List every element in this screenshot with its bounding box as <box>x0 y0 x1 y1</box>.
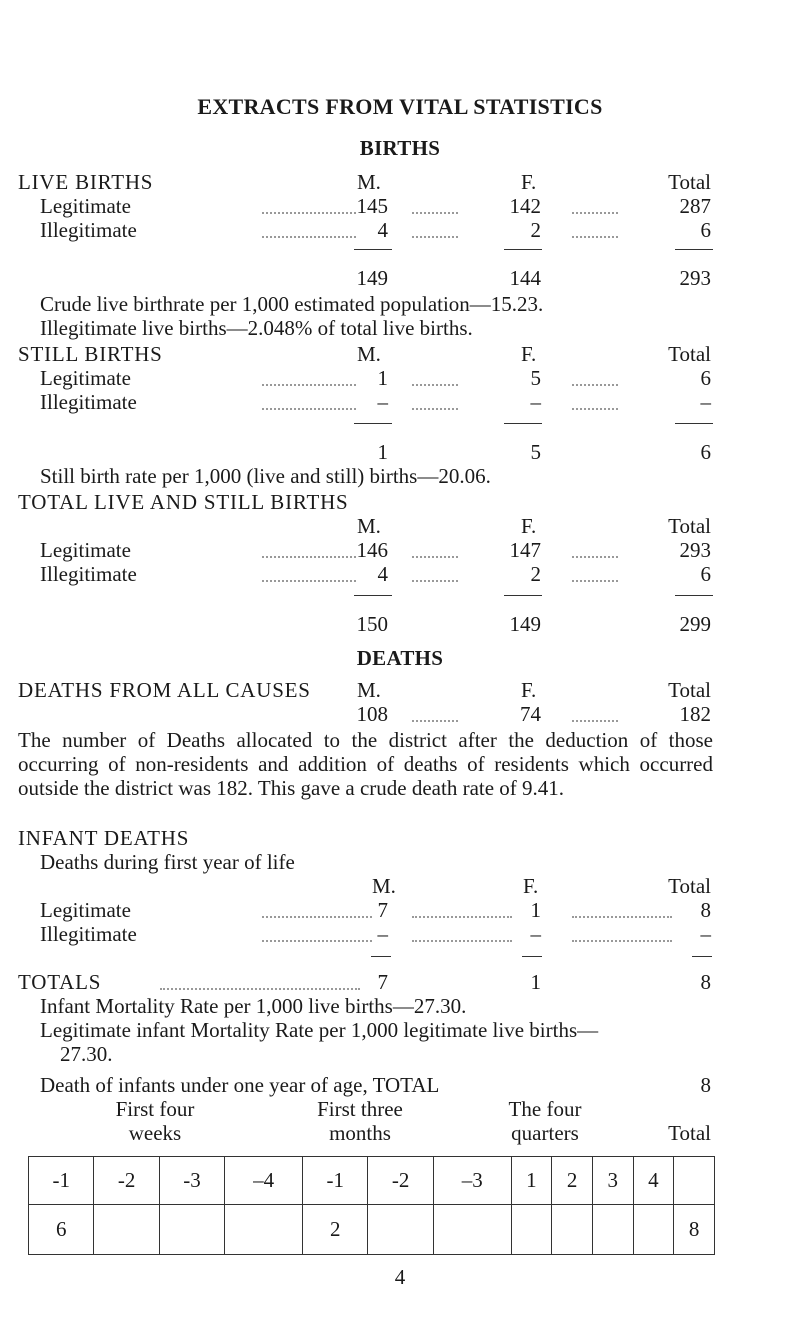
group-the-four: The four <box>508 1097 582 1121</box>
grid-header-cell: -1 <box>29 1157 94 1205</box>
group-weeks: weeks <box>128 1121 182 1145</box>
grid-header-cell: -1 <box>303 1157 368 1205</box>
live-row-label: Illegitimate <box>40 218 137 242</box>
leader-dots <box>572 556 618 558</box>
grid-value-cell <box>94 1205 159 1255</box>
leader-dots <box>160 988 360 990</box>
leader-dots <box>412 580 458 582</box>
group-quarters: quarters <box>511 1121 579 1145</box>
infant-row-label: Legitimate <box>40 898 131 922</box>
still-col-total: Total <box>668 342 711 366</box>
sum-rule <box>354 595 392 596</box>
deaths-paragraph <box>18 728 713 800</box>
live-row-m: 145 <box>356 194 388 218</box>
live-births-label: LIVE BIRTHS <box>18 170 154 194</box>
live-birthrate-note: Crude live birthrate per 1,000 estimated population—15.23. <box>40 292 544 316</box>
still-total-m: 1 <box>377 440 388 464</box>
births-heading: BIRTHS <box>359 136 441 160</box>
sum-rule <box>504 595 542 596</box>
leader-dots <box>412 940 512 942</box>
live-total-total: 293 <box>679 266 711 290</box>
grid-value-cell: 2 <box>303 1205 368 1255</box>
total-births-label: TOTAL LIVE AND STILL BIRTHS <box>18 490 349 514</box>
group-months: months <box>329 1121 391 1145</box>
grid-header-cell: 2 <box>552 1157 593 1205</box>
deaths-col-m: M. <box>357 678 381 702</box>
grid-value-cell <box>159 1205 224 1255</box>
still-row-label: Legitimate <box>40 366 131 390</box>
infant-col-m: M. <box>372 874 396 898</box>
deaths-col-f: F. <box>521 678 537 702</box>
group-first-four: First four <box>115 1097 195 1121</box>
leader-dots <box>262 580 356 582</box>
leader-dots <box>412 384 458 386</box>
leader-dots <box>412 556 458 558</box>
leader-dots <box>572 916 672 918</box>
infant-deaths-grid <box>28 1156 715 1255</box>
sum-rule <box>354 423 392 424</box>
infant-row-total: – <box>700 922 711 946</box>
grid-value-cell <box>433 1205 511 1255</box>
deaths-col-total: Total <box>668 678 711 702</box>
deaths-label: DEATHS FROM ALL CAUSES <box>18 678 311 702</box>
live-row-f: 142 <box>509 194 541 218</box>
infant-row-m: – <box>377 922 388 946</box>
grid-header-cell: –3 <box>433 1157 511 1205</box>
grid-header-cell <box>674 1157 715 1205</box>
leader-dots <box>262 556 356 558</box>
total-total-m: 150 <box>356 612 388 636</box>
grid-header-cell: -2 <box>368 1157 433 1205</box>
live-row-m: 4 <box>377 218 388 242</box>
leader-dots <box>412 236 458 238</box>
live-col-m: M. <box>357 170 381 194</box>
deaths-m: 108 <box>356 702 388 726</box>
infant-col-total: Total <box>668 874 711 898</box>
still-col-f: F. <box>521 342 537 366</box>
live-row-label: Legitimate <box>40 194 131 218</box>
leader-dots <box>572 720 618 722</box>
leader-dots <box>412 916 512 918</box>
grid-value-cell <box>633 1205 674 1255</box>
grid-header-cell: –4 <box>225 1157 303 1205</box>
leader-dots <box>572 236 618 238</box>
grid-value-cell <box>511 1205 552 1255</box>
illegitimate-note: Illegitimate live births—2.048% of total live births. <box>40 316 473 340</box>
infant-row-m: 7 <box>377 898 388 922</box>
infant-total-f: 1 <box>530 970 541 994</box>
live-row-total: 6 <box>700 218 711 242</box>
grid-value-cell: 8 <box>674 1205 715 1255</box>
total-row-m: 146 <box>356 538 388 562</box>
live-col-total: Total <box>668 170 711 194</box>
live-total-f: 144 <box>509 266 541 290</box>
still-total-total: 6 <box>700 440 711 464</box>
still-births-label: STILL BIRTHS <box>18 342 163 366</box>
total-col-f: F. <box>521 514 537 538</box>
under-one-label: Death of infants under one year of age, TOTAL <box>40 1073 440 1097</box>
still-row-f: 5 <box>530 366 541 390</box>
live-row-f: 2 <box>530 218 541 242</box>
grid-header-cell: 4 <box>633 1157 674 1205</box>
live-total-m: 149 <box>356 266 388 290</box>
total-row-m: 4 <box>377 562 388 586</box>
total-row-f: 2 <box>530 562 541 586</box>
total-row-label: Illegitimate <box>40 562 137 586</box>
infant-deaths-label: INFANT DEATHS <box>18 826 190 850</box>
grid-header-cell: -2 <box>94 1157 159 1205</box>
leader-dots <box>262 236 356 238</box>
still-total-f: 5 <box>530 440 541 464</box>
leader-dots <box>412 720 458 722</box>
deaths-f: 74 <box>520 702 541 726</box>
grid-header-cell: 3 <box>592 1157 633 1205</box>
still-row-label: Illegitimate <box>40 390 137 414</box>
still-row-f: – <box>530 390 541 414</box>
infant-total-total: 8 <box>700 970 711 994</box>
total-total-f: 149 <box>509 612 541 636</box>
infant-mortality-rate: Infant Mortality Rate per 1,000 live births—27.30. <box>40 994 467 1018</box>
grid-value-cell <box>368 1205 433 1255</box>
infant-row-f: 1 <box>530 898 541 922</box>
grid-value-cell <box>552 1205 593 1255</box>
still-row-total: – <box>700 390 711 414</box>
leader-dots <box>262 940 372 942</box>
infant-row-total: 8 <box>700 898 711 922</box>
total-row-total: 6 <box>700 562 711 586</box>
deaths-total: 182 <box>679 702 711 726</box>
grid-value-cell <box>225 1205 303 1255</box>
sum-rule <box>371 956 391 957</box>
grid-value-cell: 6 <box>29 1205 94 1255</box>
infant-totals-label: TOTALS <box>18 970 102 994</box>
group-first-three: First three <box>317 1097 403 1121</box>
page-title: EXTRACTS FROM VITAL STATISTICS <box>197 94 603 119</box>
leader-dots <box>412 212 458 214</box>
still-row-m: – <box>377 390 388 414</box>
total-row-label: Legitimate <box>40 538 131 562</box>
page-number: 4 <box>394 1265 406 1289</box>
grid-header-row <box>29 1157 715 1205</box>
leader-dots <box>572 212 618 214</box>
infant-row-label: Illegitimate <box>40 922 137 946</box>
grid-header-cell: -3 <box>159 1157 224 1205</box>
deaths-paragraph-text: The number of Deaths allocated to the district after the deduction of those occurring of non-residents and addition of deaths of residents which occurred outside the district was 182. This gave a crude death rate of 9.41. <box>18 728 713 800</box>
still-birthrate-note: Still birth rate per 1,000 (live and still) births—20.06. <box>40 464 491 488</box>
live-row-total: 287 <box>679 194 711 218</box>
leader-dots <box>262 384 356 386</box>
leader-dots <box>262 916 372 918</box>
group-total: Total <box>668 1121 711 1145</box>
sum-rule <box>504 423 542 424</box>
still-row-m: 1 <box>377 366 388 390</box>
under-one-total: 8 <box>700 1073 711 1097</box>
sum-rule <box>675 423 713 424</box>
deaths-heading: DEATHS <box>356 646 444 670</box>
leader-dots <box>572 384 618 386</box>
sum-rule <box>675 595 713 596</box>
leader-dots <box>262 408 356 410</box>
total-row-total: 293 <box>679 538 711 562</box>
leader-dots <box>262 212 356 214</box>
total-col-total: Total <box>668 514 711 538</box>
infant-total-m: 7 <box>377 970 388 994</box>
infant-col-f: F. <box>523 874 539 898</box>
grid-value-cell <box>592 1205 633 1255</box>
leader-dots <box>572 408 618 410</box>
grid-value-row <box>29 1205 715 1255</box>
sum-rule <box>504 249 542 250</box>
total-row-f: 147 <box>509 538 541 562</box>
sum-rule <box>675 249 713 250</box>
still-row-total: 6 <box>700 366 711 390</box>
live-col-f: F. <box>521 170 537 194</box>
sum-rule <box>522 956 542 957</box>
leader-dots <box>412 408 458 410</box>
leader-dots <box>572 580 618 582</box>
still-col-m: M. <box>357 342 381 366</box>
infant-row-f: – <box>530 922 541 946</box>
leader-dots <box>572 940 672 942</box>
legit-infant-rate: Legitimate infant Mortality Rate per 1,000 legitimate live births— <box>40 1018 599 1042</box>
total-col-m: M. <box>357 514 381 538</box>
total-total-total: 299 <box>679 612 711 636</box>
legit-infant-rate-value: 27.30. <box>60 1042 113 1066</box>
infant-sub-label: Deaths during first year of life <box>40 850 295 874</box>
grid-header-cell: 1 <box>511 1157 552 1205</box>
sum-rule <box>354 249 392 250</box>
sum-rule <box>692 956 712 957</box>
